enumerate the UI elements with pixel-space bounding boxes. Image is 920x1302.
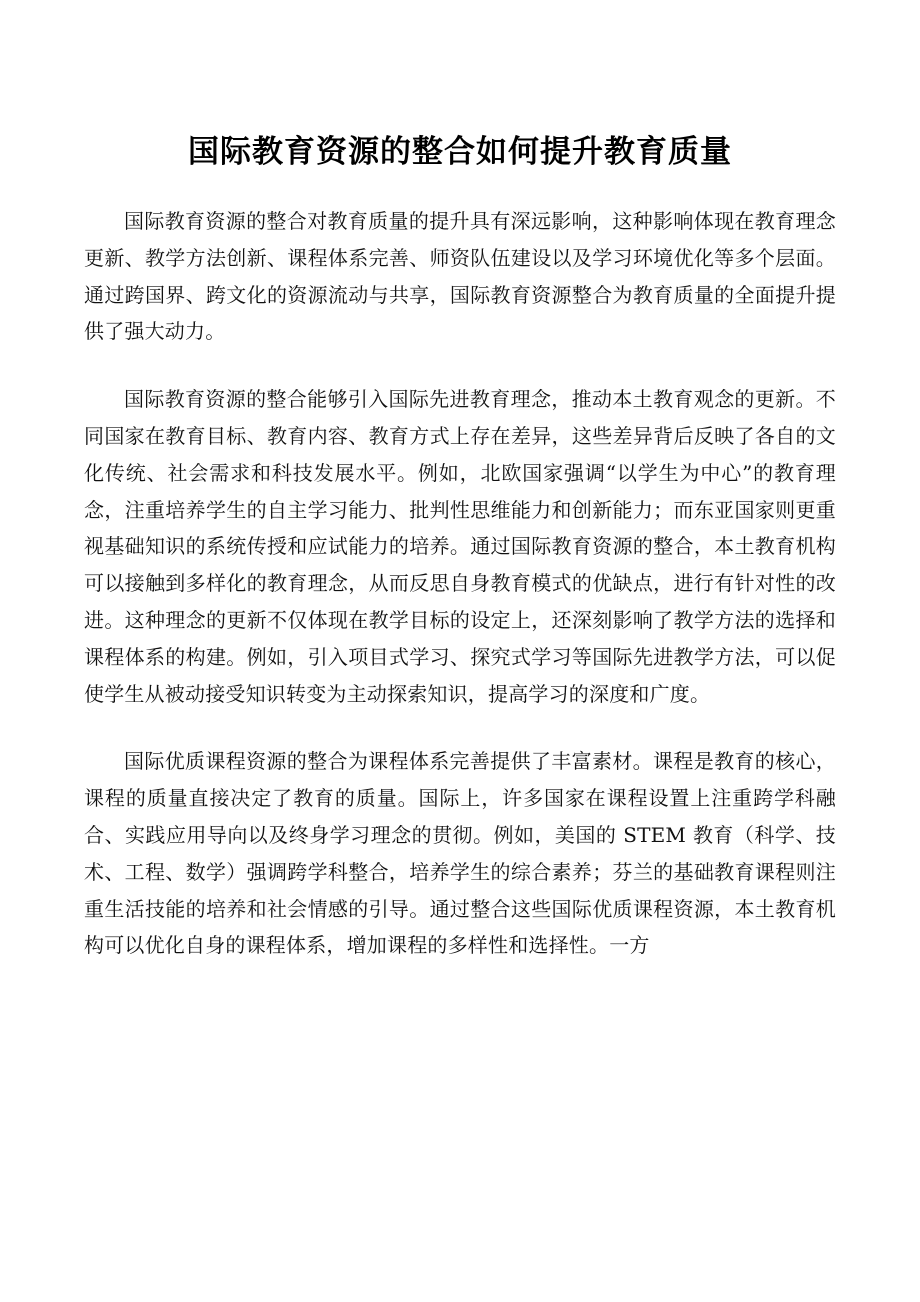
paragraph-1: 国际教育资源的整合对教育质量的提升具有深远影响，这种影响体现在教育理念更新、教学方法创新、课程体系完善、师资队伍建设以及学习环境优化等多个层面。通过跨国界、跨文化的资源流动与共享，国际教育资源整合为教育质量的全面提升提供了强大动力。 [84, 209, 836, 344]
document-title: 国际教育资源的整合如何提升教育质量 [188, 134, 732, 170]
paragraph-2: 国际教育资源的整合能够引入国际先进教育理念，推动本土教育观念的更新。不同国家在教育目标、教育内容、教育方式上存在差异，这些差异背后反映了各自的文化传统、社会需求和科技发展水平。例如，北欧国家强调“以学生为中心”的教育理念，注重培养学生的自主学习能力、批判性思维能力和创新能力；而东亚国家则更重视基础知识的系统传授和应试能力的培养。通过国际教育资源的整合，本土教育机构可以接触到多样化的教育理念，从而反思自身教育模式的优缺点，进行有针对性的改进。这种理念的更新不仅体现在教学目标的设定上，还深刻影响了教学方法的选择和课程体系的构建。例如，引入项目式学习、探究式学习等国际先进教学方法，可以促使学生从被动接受知识转变为主动探索知识，提高学习的深度和广度。 [84, 387, 836, 706]
paragraph-3: 国际优质课程资源的整合为课程体系完善提供了丰富素材。课程是教育的核心，课程的质量直接决定了教育的质量。国际上，许多国家在课程设置上注重跨学科融合、实践应用导向以及终身学习理念的贯彻。例如，美国的 STEM 教育（科学、技术、工程、数学）强调跨学科整合，培养学生的综合素养；芬兰的基础教育课程则注重生活技能的培养和社会情感的引导。通过整合这些国际优质课程资源，本土教育机构可以优化自身的课程体系，增加课程的多样性和选择性。一方 [84, 749, 836, 958]
